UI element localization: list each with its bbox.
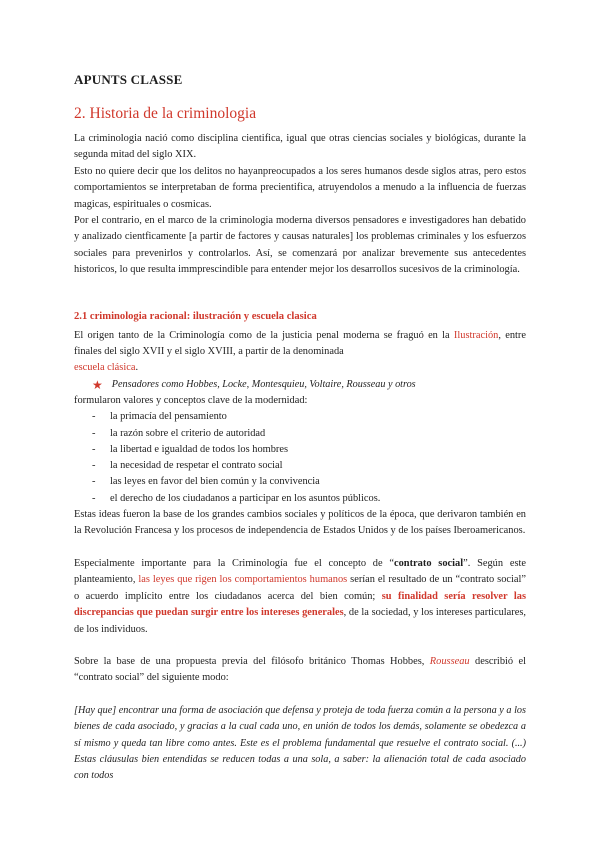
paragraph-ilustracion [74, 328, 526, 377]
paragraph-cambios: Estas ideas fueron la base de los grandes cambios sociales y políticos de la época, que derivaron también en la Revolución Francesa y los procesos de independencia de Estados Unidos y de los países Iberoamericanos. [74, 509, 526, 537]
list-item-text: la libertad e igualdad de todos los hombres [110, 443, 289, 455]
paragraph-valores: formularon valores y conceptos clave de la modernidad: [74, 394, 308, 406]
text-run: . [135, 362, 139, 374]
paragraph-contrato-social [74, 556, 526, 638]
paragraph-origen: La criminologia nació como disciplina cientifica, igual que otras ciencias sociales y biológicas, durante la segunda mitad del siglo XIX. [74, 133, 526, 161]
dash-marker: - [92, 476, 96, 488]
dash-marker: - [92, 460, 96, 472]
dash-marker: - [92, 492, 96, 504]
paragraph-hobbes [74, 654, 526, 687]
list-item [92, 491, 526, 507]
section-heading-historia: 2. Historia de la criminologia [74, 105, 257, 122]
list-item-text: el derecho de los ciudadanos a participar en los asuntos públicos. [110, 492, 381, 504]
list-item-text: las leyes en favor del bien común y la convivencia [110, 476, 320, 488]
document-title: APUNTS CLASSE [74, 72, 183, 87]
list-item [92, 409, 526, 425]
dash-marker: - [92, 411, 96, 423]
list-item [92, 474, 526, 490]
dash-marker: - [92, 443, 96, 455]
text-run: Especialmente importante para la Criminología fue el concepto de “ [74, 557, 394, 569]
highlight-leyes: las leyes que rigen los comportamientos humanos [138, 574, 348, 586]
text-run: describió el “contrato social” del siguiente modo: [74, 655, 526, 684]
highlight-escuela-clasica: escuela clásica [74, 362, 136, 374]
text-run: , de la sociedad, y los intereses particulares, de los individuos. [74, 607, 526, 635]
paragraph-precientifica: Esto no quiere decir que los delitos no hayanpreocupados a los seres humanos desde siglos atras, pero estos comportamientos se interpretaban de forma precientifica, atruyendolos a menudo a la influencia de fuerzas magicas, espirituales o cosmicas. [74, 165, 526, 210]
star-bullet-item [92, 377, 526, 393]
list-item [92, 442, 526, 458]
text-run: Sobre la base de una propuesta previa del filósofo británico Thomas Hobbes, [74, 655, 430, 667]
text-run: , entre finales del siglo XVII y el siglo XVIII, a partir de la denominada [74, 329, 526, 358]
bold-contrato-social: contrato social [394, 557, 464, 569]
values-list [74, 409, 526, 507]
star-icon: ★ [92, 377, 103, 392]
star-bullet-text: Pensadores como Hobbes, Locke, Montesquieu, Voltaire, Rousseau y otros [111, 378, 416, 390]
dash-marker: - [92, 427, 96, 439]
list-item-text: la primacía del pensamiento [110, 411, 227, 423]
quote-rousseau: [Hay que] encontrar una forma de asociación que defensa y proteja de toda fuerza común a la persona y a los bienes de cada asociado, y gracias a la cual cada uno, en unión de todos los demás, solamente se obedezca a sí mismo y queda tan libre como antes. Este es el problema fundamental que resuelve el contrato social. (...) Estas cláusulas bien entendidas se reducen todas a una sola, a saber: la alienación total de cada asociado con todos [74, 704, 526, 782]
text-run: serían el resultado de un “contrato social” o acuerdo implícito entre los ciudadanos acerca del bien común; [74, 574, 526, 602]
list-item [92, 458, 526, 474]
text-run: El origen tanto de la Criminología como de la justicia penal moderna se fraguó en la [74, 329, 454, 341]
paragraph-moderna: Por el contrario, en el marco de la criminologia moderna diversos pensadores e investigadores han debatido y analizado cientficamente [a partir de factores y causas naturales] los problemas criminales y los esfuerzos sociales para prevenirlos y controlarlos. Así, se comenzará por analizar brevemente sus antecedentes historicos, lo que resulta immprescindible para entender mejor los desarrollos sucesivos de la criminología. [74, 215, 526, 276]
highlight-ilustracion: Ilustración [453, 329, 499, 341]
subsection-heading-ilustracion: 2.1 criminologia racional: ilustración y escuela clasica [74, 310, 317, 322]
list-item [92, 426, 526, 442]
text-run: ”. Según este planteamiento, [74, 557, 526, 586]
list-item-text: la necesidad de respetar el contrato social [110, 460, 283, 472]
highlight-rousseau: Rousseau [429, 655, 470, 667]
list-item-text: la razón sobre el criterio de autoridad [110, 427, 266, 439]
highlight-finalidad: su finalidad sería resolver las discrepancias que puedan surgir entre los intereses generales [74, 590, 526, 619]
